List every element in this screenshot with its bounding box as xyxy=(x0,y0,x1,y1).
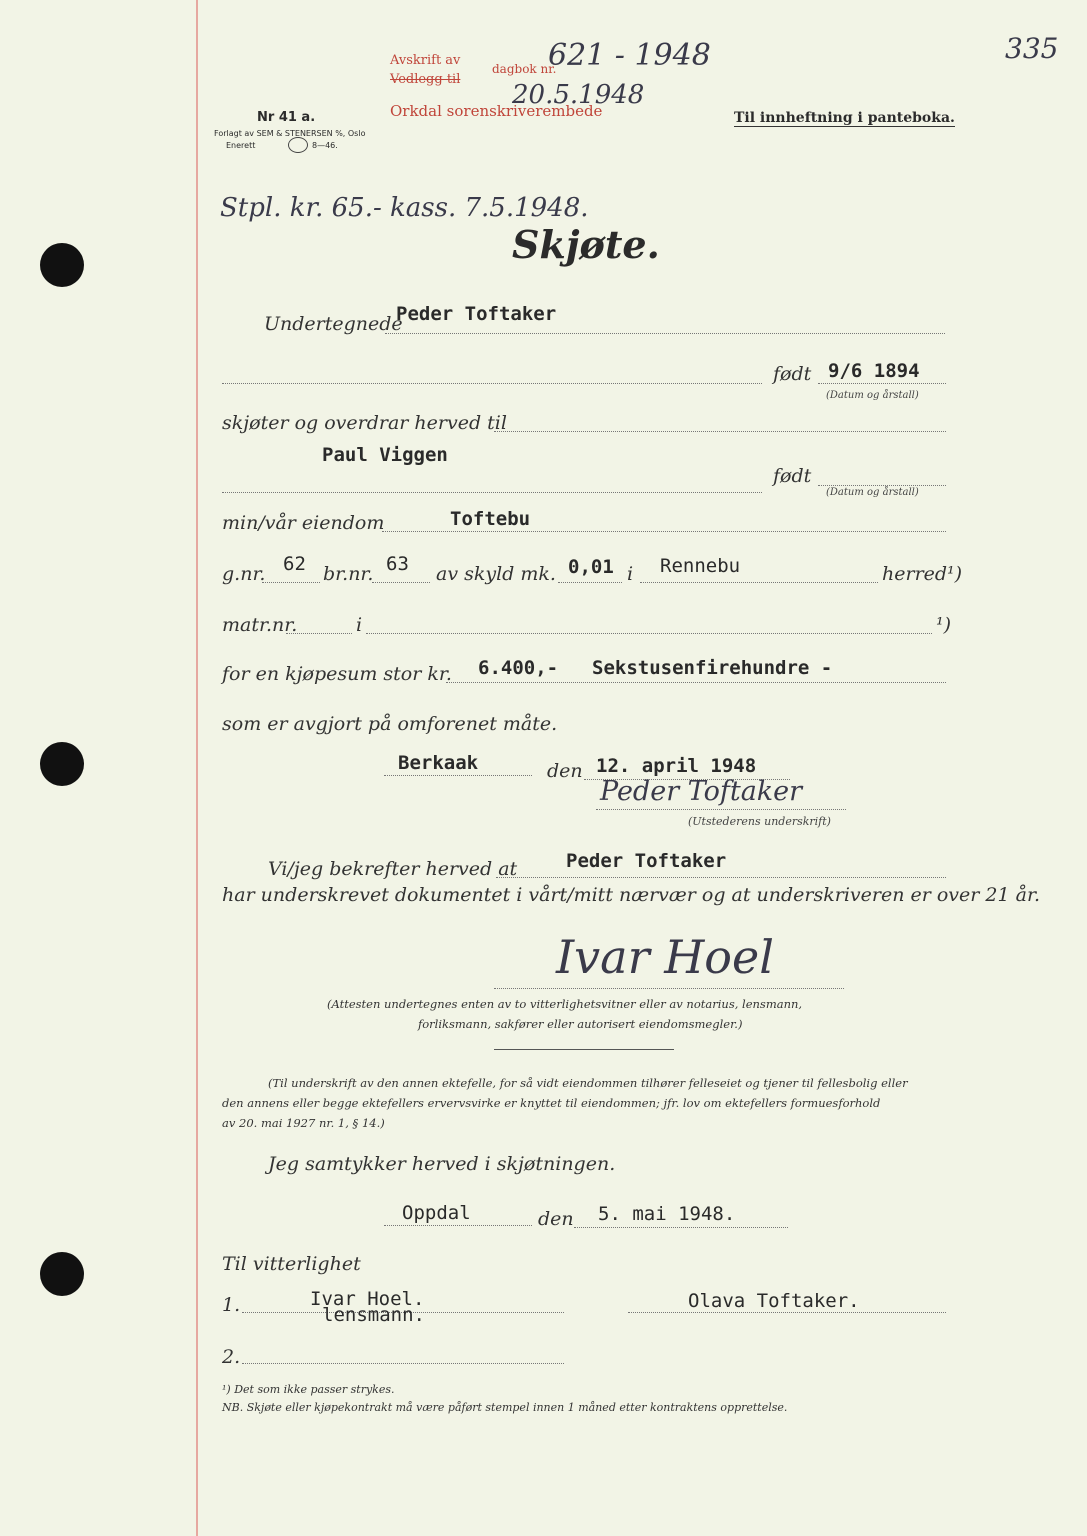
samtykke-text: Jeg samtykker herved i skjøtningen. xyxy=(268,1153,616,1175)
fodt1-label: født xyxy=(773,363,812,385)
publisher-enerett: Enerett xyxy=(226,141,256,150)
den-label-1: den xyxy=(547,760,583,782)
eiendom-label: min/vår eiendom xyxy=(222,512,385,534)
buyer-name: Paul Viggen xyxy=(322,444,448,466)
footnote-1: ¹) Det som ikke passer strykes. xyxy=(222,1383,395,1396)
brnr-label: br.nr. xyxy=(323,563,374,585)
spouse-note-3: av 20. mai 1927 nr. 1, § 14.) xyxy=(222,1116,385,1130)
herred-value: Rennebu xyxy=(660,555,741,577)
binder-hole-bottom xyxy=(40,1252,84,1296)
spouse-note-2: den annens eller begge ektefellers ervervsvirke er knyttet til eiendommen; jfr. lov om ektefellers formuesforhold xyxy=(222,1096,881,1110)
skyld-label: av skyld mk. xyxy=(436,563,556,585)
divider xyxy=(494,1049,674,1050)
skyld-value: 0,01 xyxy=(568,556,614,578)
spouse-note-1: (Til underskrift av den annen ektefelle, for så vidt eiendommen tilhører felleseiet og tjener til fellesbolig eller xyxy=(268,1076,908,1090)
page-number: 335 xyxy=(1005,32,1059,65)
date-1: 12. april 1948 xyxy=(596,755,757,777)
den-label-2: den xyxy=(538,1208,574,1230)
witness2-number: 2. xyxy=(222,1346,241,1368)
herred-label: herred¹) xyxy=(882,563,963,585)
filing-note: Til innheftning i panteboka. xyxy=(734,110,955,126)
utsteder-hint: (Utstederens underskrift) xyxy=(688,815,831,828)
witness1-name: Ivar Hoel. xyxy=(310,1288,425,1310)
vi-label: Vi/jeg bekrefter herved at xyxy=(268,858,518,880)
gnr-value: 62 xyxy=(283,553,306,575)
matr-i-label: i xyxy=(356,614,363,636)
handwritten-dagbok-number: 621 - 1948 xyxy=(548,38,711,73)
stamp-avskrift: Avskrift av xyxy=(390,53,461,68)
binder-hole-middle xyxy=(40,742,84,786)
publisher-line: Forlagt av SEM & STENERSEN %, Oslo xyxy=(214,129,366,138)
seller-birthdate: 9/6 1894 xyxy=(828,360,920,382)
matr-label: matr.nr. xyxy=(222,614,298,636)
stamp-embede: Orkdal sorenskriverembede xyxy=(390,102,603,120)
avgjort-text: som er avgjort på omforenet måte. xyxy=(222,713,558,735)
fodt2-label: født xyxy=(773,465,812,487)
witness1-number: 1. xyxy=(222,1294,241,1316)
spouse-signature: Olava Toftaker. xyxy=(688,1290,860,1312)
seller-name: Peder Toftaker xyxy=(396,303,557,325)
date-2: 5. mai 1948. xyxy=(598,1203,736,1225)
i-label: i xyxy=(627,563,634,585)
place-2: Oppdal xyxy=(402,1202,471,1224)
stamp-vedlegg: Vedlegg til xyxy=(390,72,461,87)
seller-signature: Peder Toftaker xyxy=(600,776,803,807)
margin-rule xyxy=(196,0,198,1536)
datum-hint-2: (Datum og årstall) xyxy=(826,487,919,498)
skjoter-label: skjøter og overdrar herved til xyxy=(222,412,507,434)
document-title: Skjøte. xyxy=(512,222,660,267)
witness1-title: lensmann. xyxy=(322,1304,425,1326)
kjopesum-label: for en kjøpesum stor kr. xyxy=(222,663,452,685)
handwritten-stamp-date: 20.5.1948 xyxy=(512,80,645,110)
binder-hole-top xyxy=(40,243,84,287)
vi-value: Peder Toftaker xyxy=(566,850,727,872)
attest-note-2: forliksmann, sakfører eller autorisert eiendomsmegler.) xyxy=(418,1017,743,1031)
witness-signature: Ivar Hoel xyxy=(556,930,774,984)
place-1: Berkaak xyxy=(398,752,479,774)
undertegnede-label: Undertegnede xyxy=(264,313,403,335)
datum-hint-1: (Datum og årstall) xyxy=(826,390,919,401)
kjopesum-words: Sekstusenfirehundre - xyxy=(592,657,833,679)
attest-note-1: (Attesten undertegnes enten av to vitterlighetsvitner eller av notarius, lensmann, xyxy=(327,997,803,1011)
vitterlighet-label: Til vitterlighet xyxy=(222,1253,361,1275)
form-number: Nr 41 a. xyxy=(257,110,316,125)
publisher-logo xyxy=(288,137,308,153)
stamp-dagbok: dagbok nr. xyxy=(492,62,557,76)
vi-line2: har underskrevet dokumentet i vårt/mitt nærvær og at underskriveren er over 21 år. xyxy=(222,884,1040,906)
kjopesum-value: 6.400,- xyxy=(478,657,559,679)
publisher-year: 8—46. xyxy=(312,141,338,150)
stamp-fee-note: Stpl. kr. 65.- kass. 7.5.1948. xyxy=(220,193,589,223)
gnr-label: g.nr. xyxy=(222,563,266,585)
property-name: Toftebu xyxy=(450,508,531,530)
footnote-2: NB. Skjøte eller kjøpekontrakt må være påført stempel innen 1 måned etter kontraktens opprettelse. xyxy=(222,1401,788,1414)
matr-footnote-mark: ¹) xyxy=(936,614,952,636)
brnr-value: 63 xyxy=(386,553,409,575)
